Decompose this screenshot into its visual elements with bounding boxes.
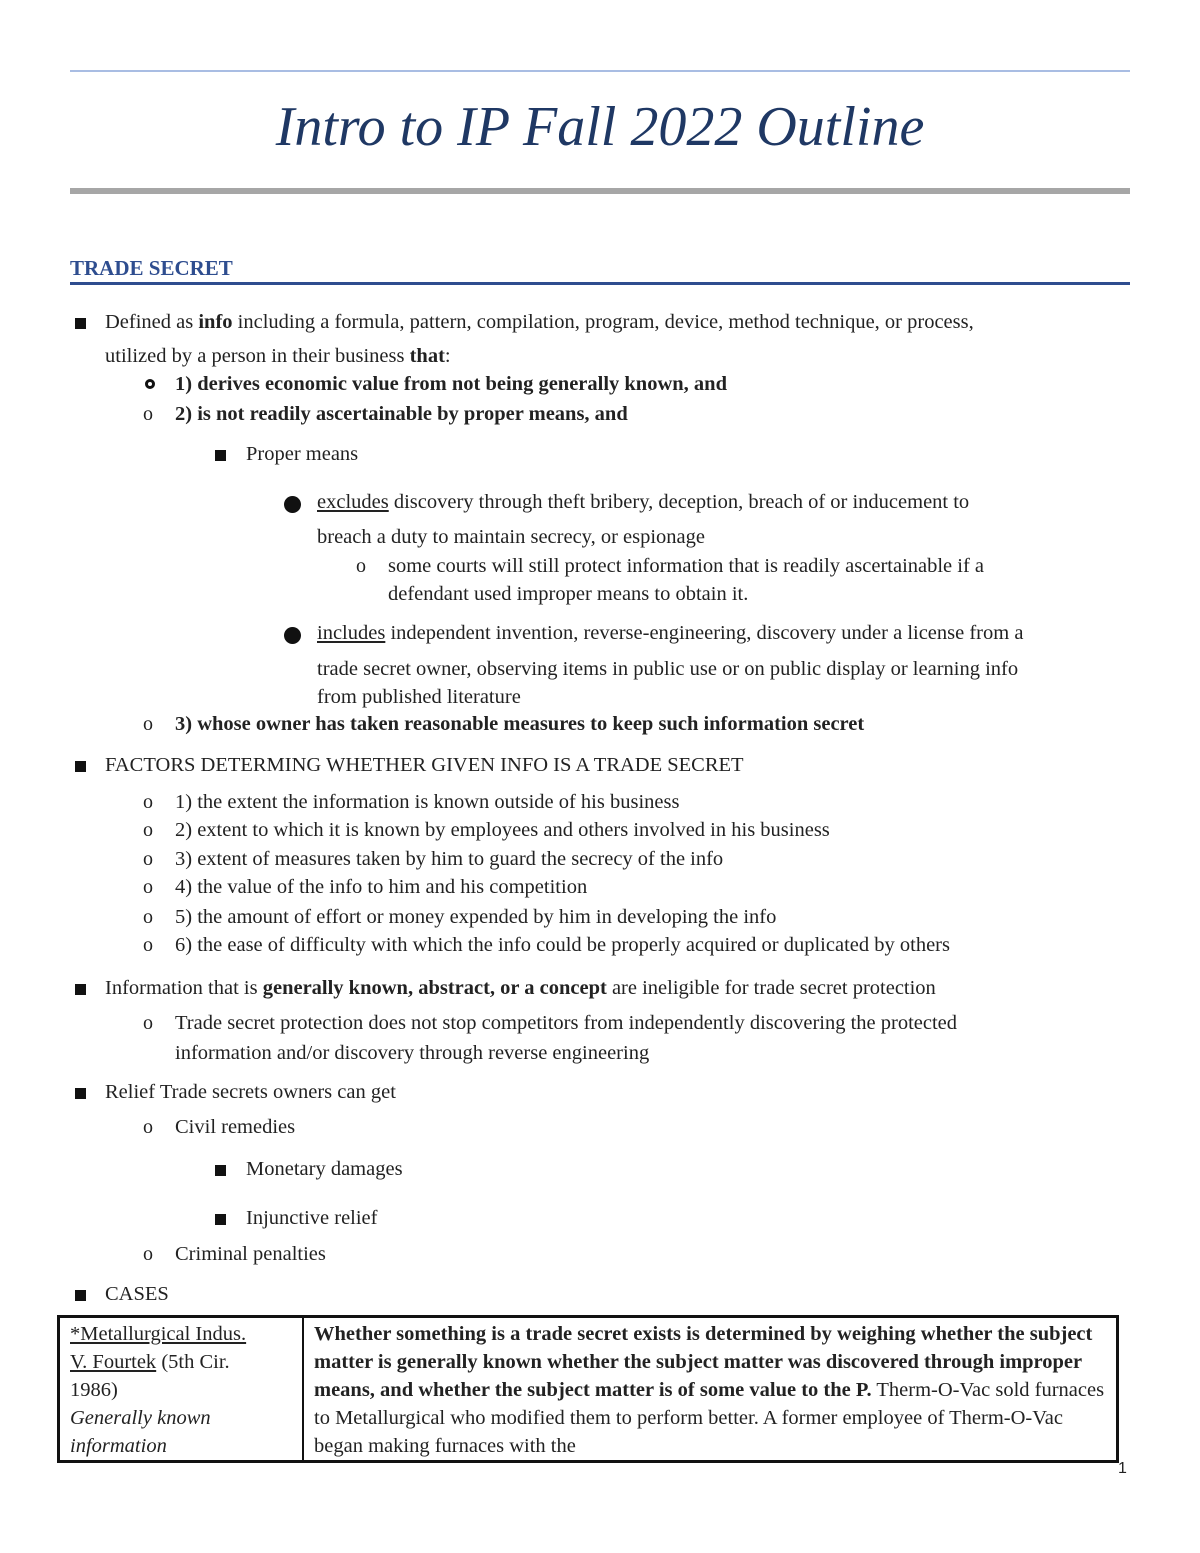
o-bullet-icon: o: [143, 1243, 153, 1265]
ineligible-line: Information that is generally known, abstract, or a concept are ineligible for trade secret protection: [105, 977, 936, 999]
factor-item: 3) extent of measures taken by him to guard the secrecy of the info: [175, 848, 724, 870]
round-bullet-icon: [284, 627, 301, 644]
table-row: [59, 1317, 1118, 1462]
factor-item: 4) the value of the info to him and his competition: [175, 876, 588, 898]
factor-item: 2) extent to which it is known by employees and others involved in his business: [175, 819, 830, 841]
square-bullet-icon: [215, 1165, 226, 1176]
factor-item: 5) the amount of effort or money expended by him in developing the info: [175, 906, 777, 928]
round-bullet-icon: [284, 496, 301, 513]
square-bullet-icon: [75, 1290, 86, 1301]
excludes-line-1: excludes discovery through theft bribery, deception, breach of or inducement to: [317, 491, 970, 513]
criterion-2: 2) is not readily ascertainable by proper means, and: [175, 403, 628, 425]
o-bullet-icon: o: [143, 791, 153, 813]
square-bullet-icon: [75, 1088, 86, 1099]
o-bullet-icon: o: [143, 934, 153, 956]
case-summary-cell: [303, 1317, 1118, 1462]
square-bullet-icon: [215, 1214, 226, 1225]
square-bullet-icon: [75, 761, 86, 772]
factor-item: 6) the ease of difficulty with which the info could be properly acquired or duplicated by others: [175, 934, 950, 956]
excludes-line-2: breach a duty to maintain secrecy, or espionage: [317, 526, 706, 548]
injunctive-relief: Injunctive relief: [246, 1207, 378, 1229]
criminal-penalties: Criminal penalties: [175, 1243, 326, 1265]
case-facts: Therm-O-Vac sold furnaces to Metallurgical who modified them to perform better. A former employee of Therm-O-Vac began making furnaces with the: [314, 1379, 1105, 1457]
circle-bullet-icon: [145, 379, 155, 389]
heading-rule: [70, 282, 1130, 285]
includes-line-3: from published literature: [317, 686, 521, 708]
includes-line-1: includes independent invention, reverse-engineering, discovery under a license from a: [317, 622, 1024, 644]
case-topic: Generally known: [70, 1407, 211, 1429]
o-bullet-icon: o: [356, 555, 366, 577]
case-name-2: V. Fourtek: [70, 1351, 157, 1373]
cases-label: CASES: [105, 1283, 169, 1305]
includes-line-2: trade secret owner, observing items in public use or on public display or learning info: [317, 658, 1019, 680]
square-bullet-icon: [215, 450, 226, 461]
definition-line-2: utilized by a person in their business that:: [105, 345, 451, 367]
o-bullet-icon: o: [143, 1116, 153, 1138]
factors-heading: FACTORS DETERMING WHETHER GIVEN INFO IS A TRADE SECRET: [105, 754, 744, 776]
ineligible-sub-line-2: information and/or discovery through reverse engineering: [175, 1042, 650, 1064]
criterion-1: 1) derives economic value from not being generally known, and: [175, 373, 727, 395]
o-bullet-icon: o: [143, 819, 153, 841]
excludes-sub-line-2: defendant used improper means to obtain it.: [388, 583, 749, 605]
square-bullet-icon: [75, 984, 86, 995]
o-bullet-icon: o: [143, 876, 153, 898]
monetary-damages: Monetary damages: [246, 1158, 403, 1180]
square-bullet-icon: [75, 318, 86, 329]
case-court: (5th Cir.: [156, 1351, 230, 1373]
o-bullet-icon: o: [143, 906, 153, 928]
relief-label: Relief Trade secrets owners can get: [105, 1081, 396, 1103]
document-title: Intro to IP Fall 2022 Outline: [275, 96, 925, 158]
section-heading: TRADE SECRET: [70, 256, 233, 280]
o-bullet-icon: o: [143, 1012, 153, 1034]
civil-remedies: Civil remedies: [175, 1116, 296, 1138]
case-year: 1986): [70, 1379, 118, 1401]
o-bullet-icon: o: [143, 848, 153, 870]
page-number: 1: [1118, 1460, 1127, 1477]
o-bullet-icon: o: [143, 403, 153, 425]
factor-item: 1) the extent the information is known outside of his business: [175, 791, 680, 813]
top-rule: [70, 70, 1130, 72]
case-name: *Metallurgical Indus.: [70, 1323, 247, 1345]
criterion-3: 3) whose owner has taken reasonable measures to keep such information secret: [175, 713, 865, 735]
case-topic-2: information: [70, 1435, 167, 1457]
ineligible-sub-line-1: Trade secret protection does not stop competitors from independently discovering the protected: [175, 1012, 958, 1034]
o-bullet-icon: o: [143, 713, 153, 735]
cases-table: [57, 1315, 1119, 1463]
case-name-cell: [59, 1317, 304, 1462]
proper-means-label: Proper means: [246, 443, 359, 465]
title-rule: [70, 188, 1130, 194]
case-holding: Whether something is a trade secret exists is determined by weighing whether the subject matter is generally known whether the subject matter was discovered through improper means, and whether the subject matter is of some value to the P.: [314, 1323, 1093, 1401]
excludes-sub-line-1: some courts will still protect information that is readily ascertainable if a: [388, 555, 985, 577]
definition-line-1: Defined as info including a formula, pattern, compilation, program, device, method technique, or process,: [105, 311, 974, 333]
